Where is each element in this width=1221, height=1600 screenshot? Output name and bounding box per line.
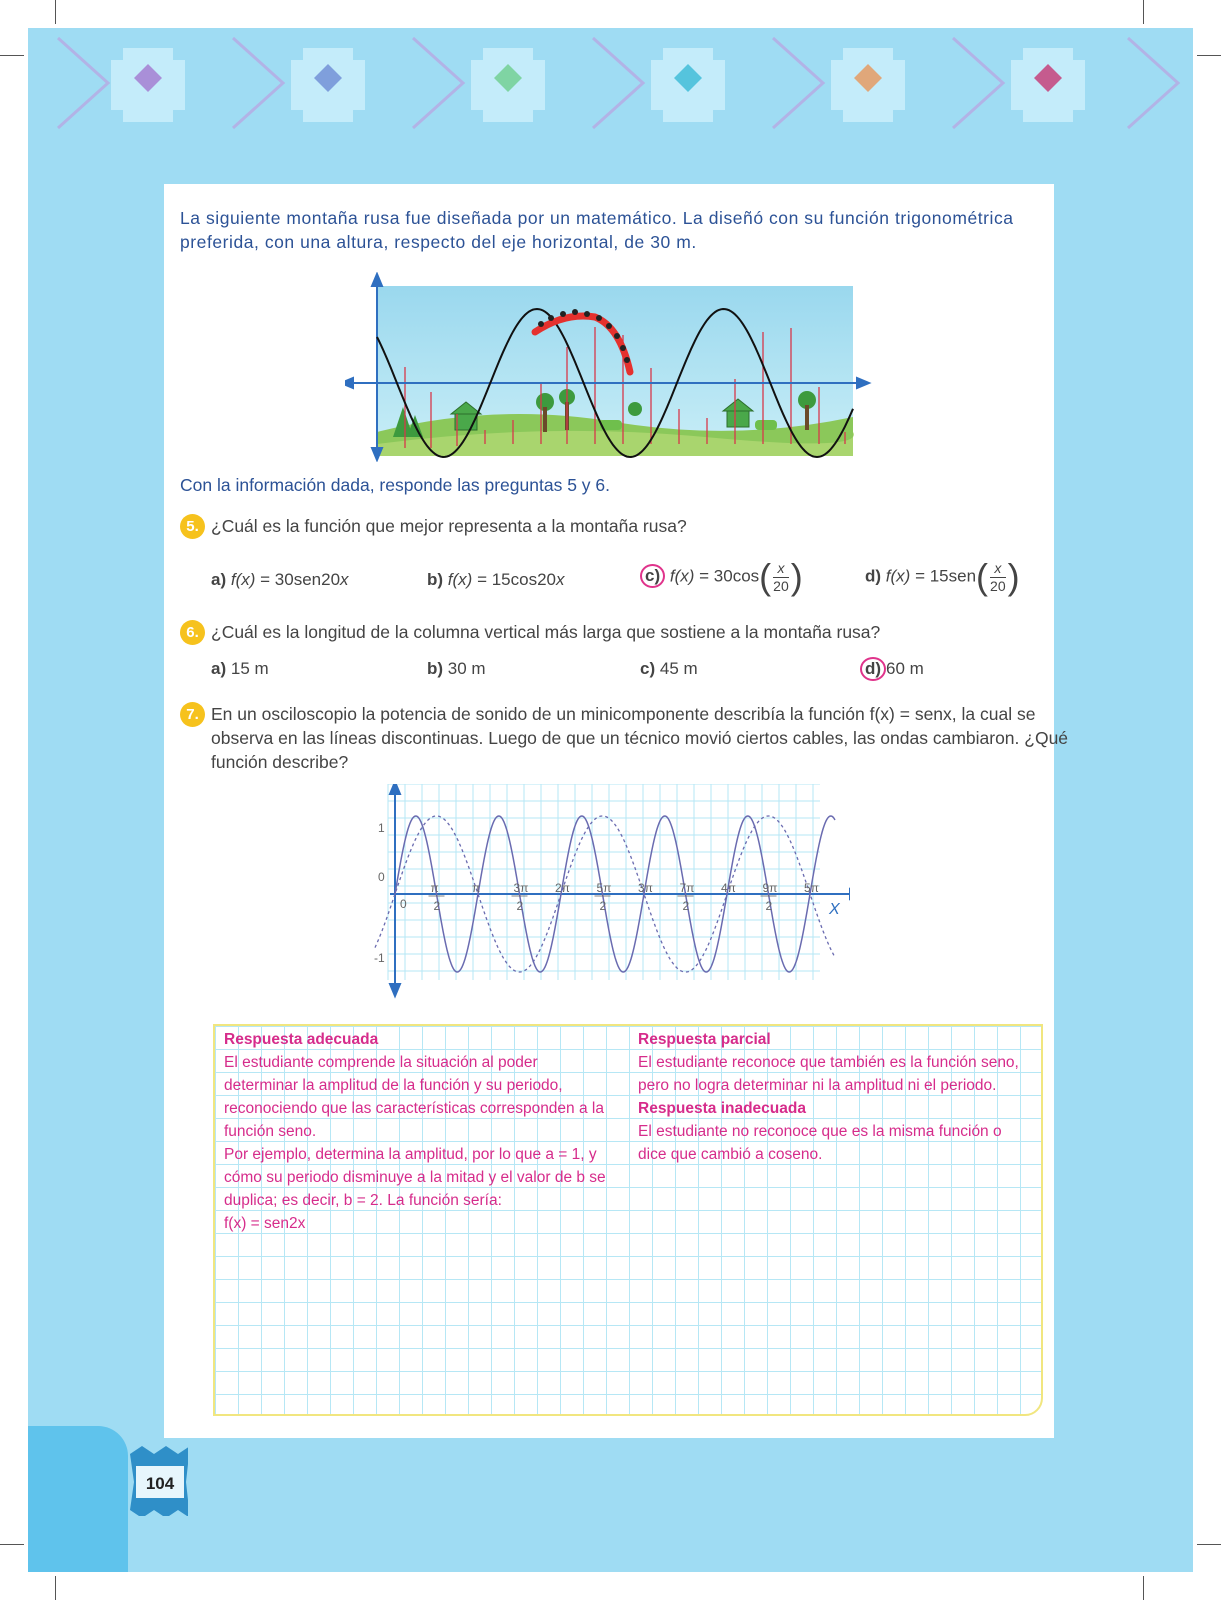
option-value: 30 m — [447, 659, 486, 678]
rubric-line: f(x) = sen2x — [224, 1215, 306, 1232]
option-label: c) — [645, 566, 661, 586]
numerator: x — [773, 560, 789, 578]
intro-line-2: preferida, con una altura, respecto del eje horizontal, de 30 m. — [180, 232, 697, 252]
fraction — [990, 560, 1006, 595]
x-tick-label: 9π — [762, 881, 778, 895]
paren-open: ( — [976, 556, 989, 597]
option-value: 60 m — [886, 659, 924, 678]
crop-mark — [1143, 1576, 1144, 1600]
question-7-number: 7. — [180, 702, 205, 727]
x-tick-label: 3π — [513, 881, 529, 895]
x-tick-denominator: 2 — [599, 899, 607, 913]
rubric-line: dice que cambió a coseno. — [638, 1146, 823, 1163]
x-tick-label: 2π — [555, 881, 570, 895]
x-tick-label: 7π — [679, 881, 695, 895]
crop-mark — [55, 0, 56, 24]
function-name: f(x) — [447, 570, 473, 589]
question-7-line-3: función describe? — [211, 752, 349, 772]
x-tick-denominator: 2 — [765, 899, 773, 913]
paren-close: ) — [790, 556, 803, 597]
x-axis-label: X — [829, 901, 840, 918]
q5-option-b[interactable] — [427, 570, 565, 590]
rubric-partial — [638, 1028, 1019, 1166]
function-name: f(x) — [885, 566, 911, 586]
q5-option-a[interactable] — [211, 570, 349, 590]
paren-open: ( — [759, 556, 772, 597]
crop-mark — [55, 1576, 56, 1600]
origin-label: 0 — [400, 897, 407, 911]
rubric-inadequate-title: Respuesta inadecuada — [638, 1100, 806, 1117]
crop-mark — [0, 55, 24, 56]
option-label: d) — [865, 659, 882, 678]
option-expression: = 15cos20 — [477, 570, 556, 589]
option-label: a) — [211, 570, 227, 589]
instructions: Con la información dada, responde las preguntas 5 y 6. — [180, 475, 610, 495]
y-tick-label: -1 — [374, 951, 385, 965]
rubric-line: duplica; es decir, b = 2. La función sería: — [224, 1192, 502, 1209]
q6-option-d[interactable] — [860, 657, 924, 681]
option-label: b) — [427, 659, 444, 678]
question-6-text: ¿Cuál es la longitud de la columna vertical más larga que sostiene a la montaña rusa? — [211, 622, 881, 642]
crop-mark — [1197, 55, 1221, 56]
x-tick-denominator: 2 — [682, 899, 690, 913]
rubric-partial-title: Respuesta parcial — [638, 1031, 771, 1048]
q5-option-d[interactable] — [865, 556, 1020, 598]
denominator: 20 — [773, 577, 789, 594]
question-6-number: 6. — [180, 620, 205, 645]
crop-mark — [0, 1544, 24, 1545]
x-tick-denominator: 2 — [433, 899, 441, 913]
numerator: x — [990, 560, 1006, 578]
crop-mark — [1143, 0, 1144, 24]
oscilloscope-graph — [350, 784, 850, 1000]
answer-circle — [640, 564, 665, 588]
fraction — [773, 560, 789, 595]
function-name: f(x) — [230, 570, 256, 589]
roller-coaster-illustration — [345, 272, 885, 462]
rubric-line: El estudiante no reconoce que es la misma función o — [638, 1123, 1002, 1140]
crop-mark — [1197, 1544, 1221, 1545]
q6-option-b[interactable] — [427, 659, 486, 679]
rubric-line: cómo su periodo disminuye a la mitad y el valor de b se — [224, 1169, 606, 1186]
x-tick-label: 5π — [804, 881, 819, 895]
y-tick-label: 0 — [378, 870, 385, 884]
q6-option-a[interactable] — [211, 659, 269, 679]
rubric-line: función seno. — [224, 1123, 317, 1140]
q6-option-c[interactable] — [640, 659, 698, 679]
rubric-line: determinar la amplitud de la función y su periodo, — [224, 1077, 563, 1094]
x-tick-label: 5π — [596, 881, 612, 895]
question-7-line-2: observa en las líneas discontinuas. Luego de que un técnico movió ciertos cables, las ondas cambiaron. ¿Qué — [211, 728, 1069, 748]
rubric-adequate — [224, 1028, 606, 1235]
option-label: b) — [427, 570, 444, 589]
denominator: 20 — [990, 577, 1006, 594]
x-tick-label: π — [430, 881, 439, 895]
y-tick-label: 1 — [378, 821, 385, 835]
question-5-number: 5. — [180, 514, 205, 539]
option-value: 45 m — [659, 659, 698, 678]
x-tick-label: 3π — [638, 881, 653, 895]
question-5-text: ¿Cuál es la función que mejor representa a la montaña rusa? — [211, 516, 687, 536]
option-expression: = 30sen20 — [260, 570, 341, 589]
paren-close: ) — [1007, 556, 1020, 597]
q5-option-c[interactable] — [640, 556, 803, 598]
rubric-line: El estudiante comprende la situación al poder — [224, 1054, 538, 1071]
function-name: f(x) — [669, 566, 695, 586]
page-side-band — [28, 1426, 128, 1572]
option-expression: = 30cos — [699, 566, 760, 586]
rubric-adequate-title: Respuesta adecuada — [224, 1031, 379, 1048]
question-7-line-1: En un osciloscopio la potencia de sonido de un minicomponente describía la función f(x) = senx, la cual se — [211, 704, 1036, 724]
option-label: d) — [865, 566, 882, 586]
rubric-line: reconociendo que las características corresponden a la — [224, 1100, 604, 1117]
page-number: 104 — [145, 1474, 175, 1493]
x-tick-denominator: 2 — [516, 899, 524, 913]
variable: x — [340, 570, 349, 589]
decorative-header-band — [28, 28, 1193, 148]
option-expression: = 15sen — [915, 566, 977, 586]
option-label: c) — [640, 659, 656, 678]
x-tick-label: 4π — [721, 881, 736, 895]
answer-circle — [860, 657, 886, 681]
variable: x — [556, 570, 565, 589]
x-tick-label: π — [472, 881, 481, 895]
rubric-line: pero no logra determinar ni la amplitud ni el periodo. — [638, 1077, 997, 1094]
option-value: 15 m — [230, 659, 269, 678]
rubric-line: Por ejemplo, determina la amplitud, por lo que a = 1, y — [224, 1146, 597, 1163]
intro-line-1: La siguiente montaña rusa fue diseñada por un matemático. La diseñó con su función trigonométrica — [180, 208, 1014, 228]
option-label: a) — [211, 659, 227, 678]
rubric-line: El estudiante reconoce que también es la función seno, — [638, 1054, 1019, 1071]
